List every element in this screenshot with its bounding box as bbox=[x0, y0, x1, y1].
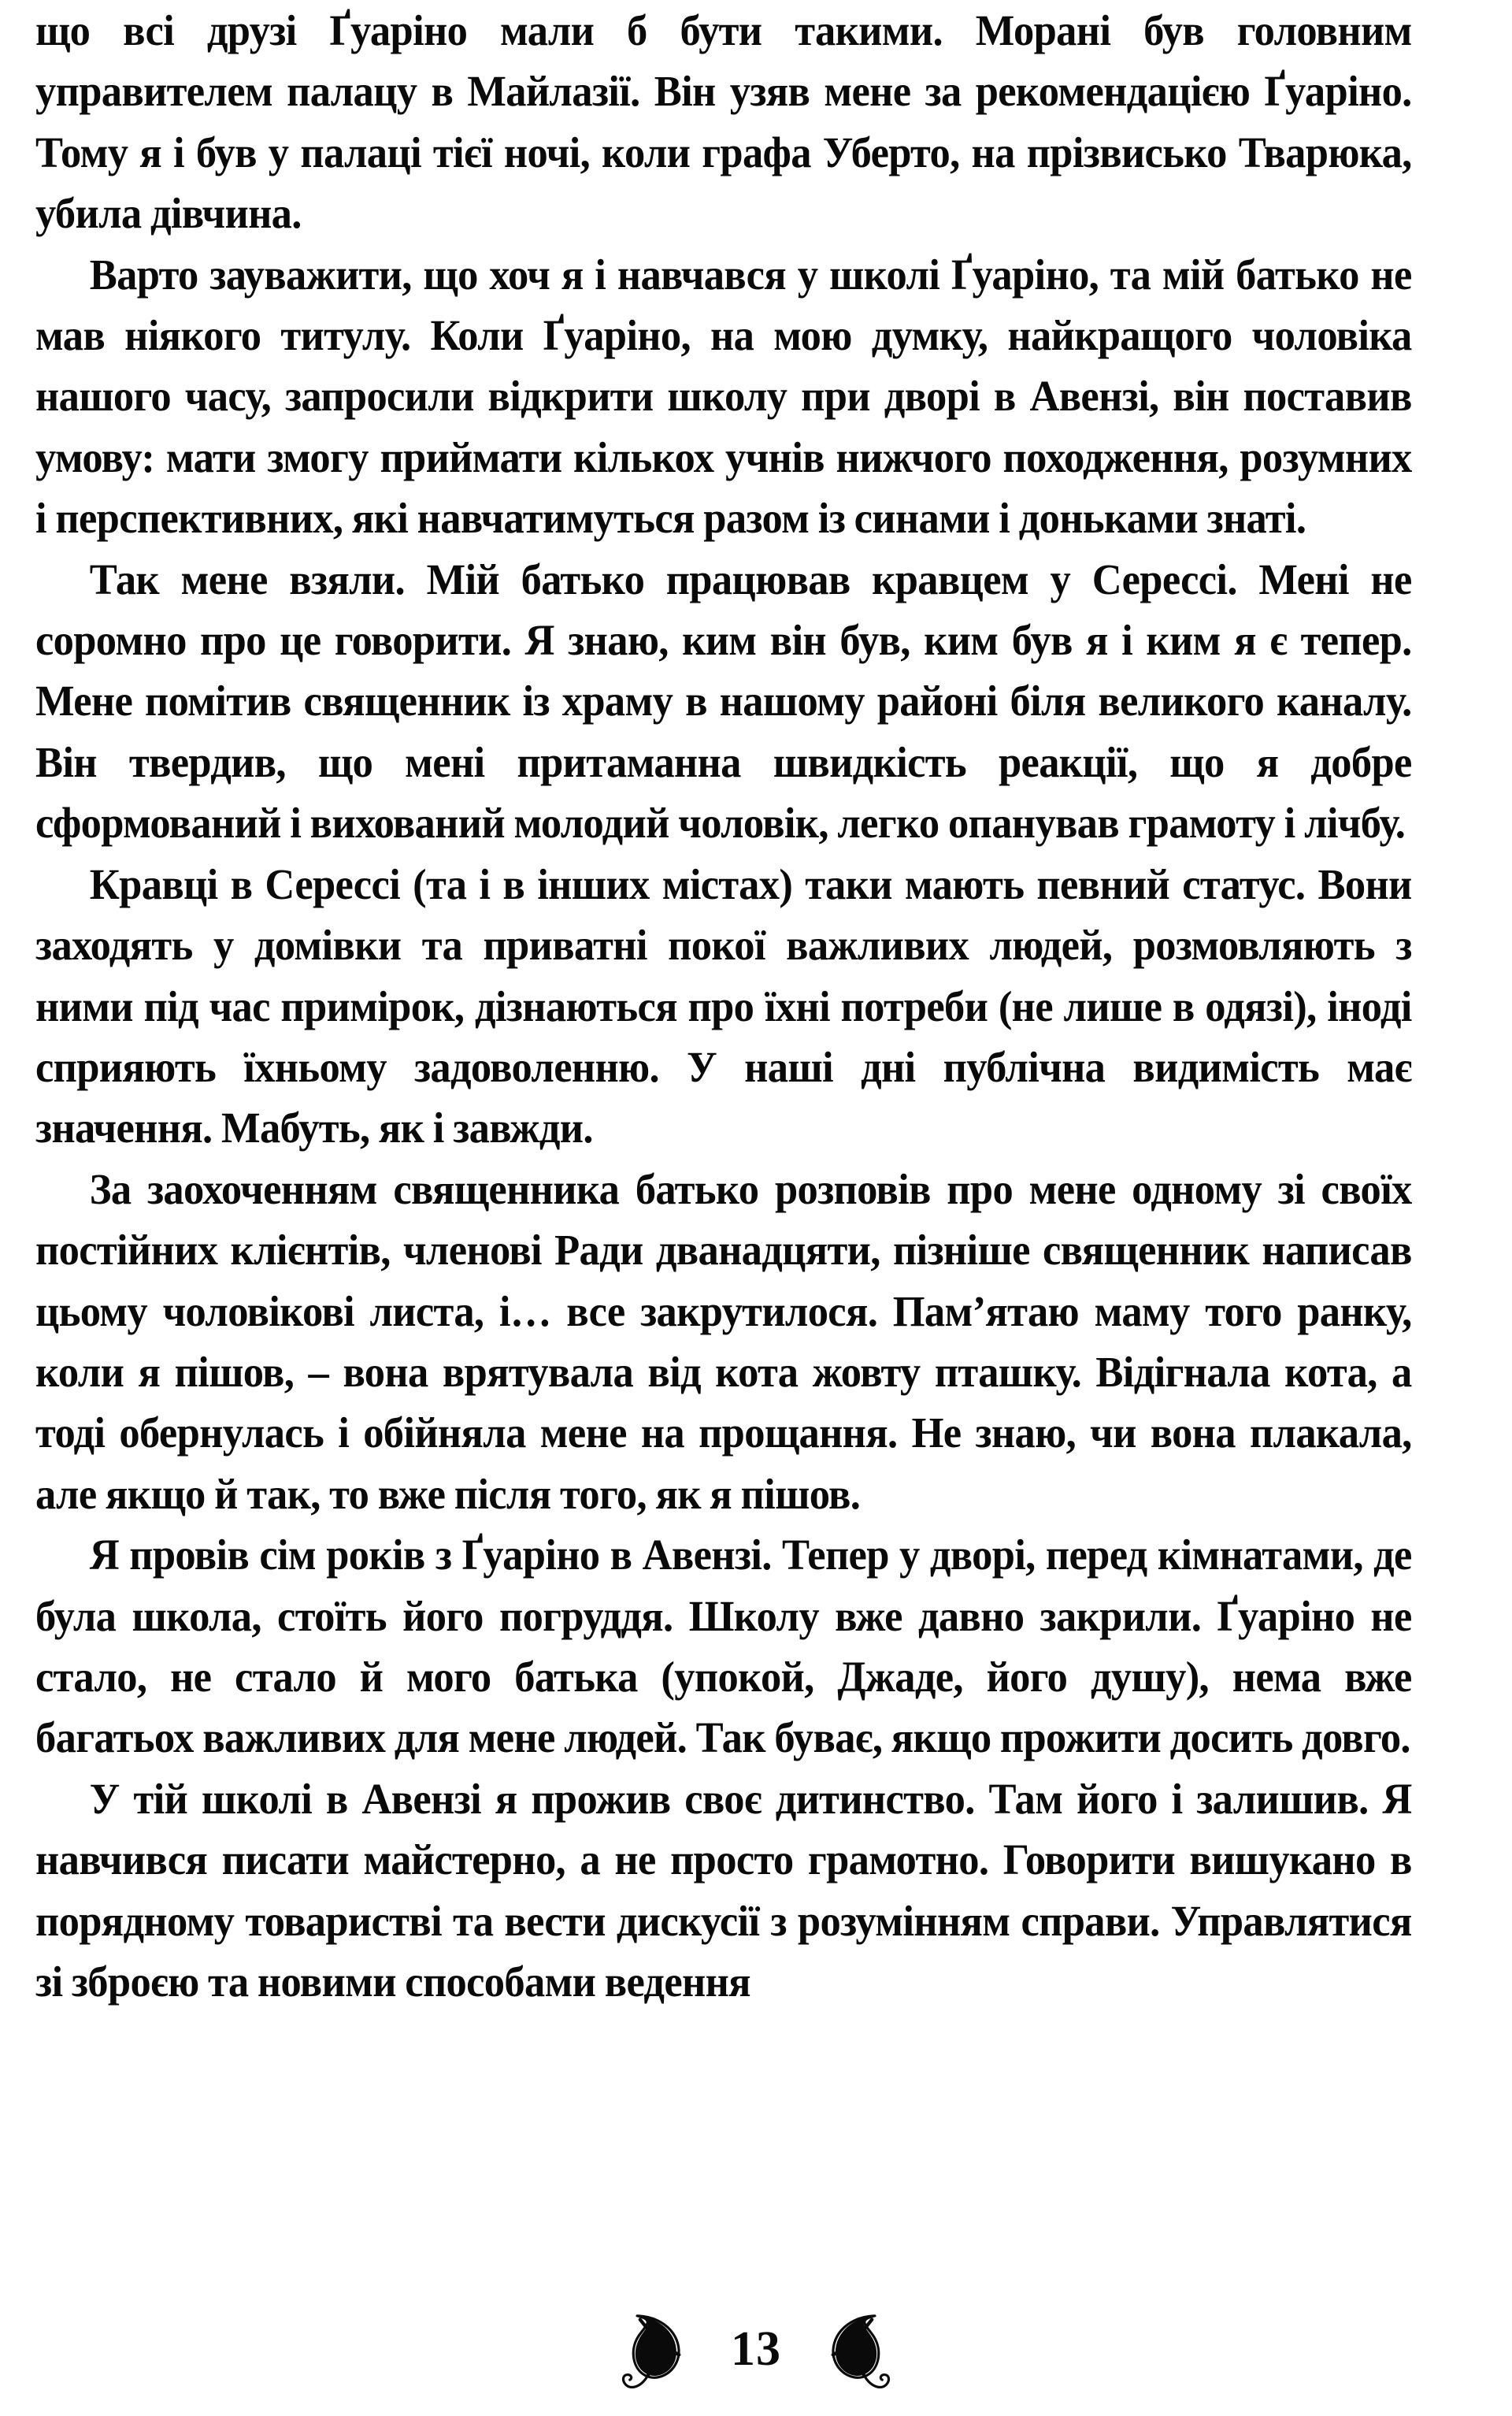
body-paragraph: У тій школі в Авензі я прожив своє дитинство. Там його і залишив. Я навчився писати майстерно, а не просто грамотно. Говорити вишукано в порядному товаристві та вести дискусії з розумінням справи. Управлятися зі зброєю та новими способами ведення bbox=[35, 1774, 1412, 2006]
body-paragraph: що всі друзі Ґуаріно мали б бути такими. Морані був головним управителем палацу в Майлазії. Він узяв мене за рекомендацією Ґуаріно. Тому я і був у палаці тієї ночі, коли графа Уберто, на прізвисько Тварюка, убила дівчина. bbox=[35, 6, 1412, 238]
leaf-flourish-ornament bbox=[616, 2303, 704, 2392]
leaf-flourish-ornament-mirrored bbox=[808, 2303, 896, 2392]
body-paragraph: Кравці в Сересcі (та і в інших містах) таки мають певний статус. Вони заходять у домівки та приватні покої важливих людей, розмовляють з ними під час примірок, дізнаються про їхні потреби (не лише в одязі), іноді сприяють їхньому задоволенню. У наші дні публічна видимість має значення. Мабуть, як і завжди. bbox=[35, 859, 1412, 1152]
page-footer bbox=[0, 2284, 1512, 2410]
body-paragraph: За заохоченням священника батько розповів про мене одному зі своїх постійних клієнтів, членові Ради дванадцяти, пізніше священник написав цьому чоловікові листа, і… все закрутилося. Пам’ятаю маму того ранку, коли я пішов, – вона врятувала від кота жовту пташку. Відігнала кота, а тоді обернулась і обійняла мене на прощання. Не знаю, чи вона плакала, але якщо й так, то вже після того, як я пішов. bbox=[35, 1164, 1412, 1518]
page-number: 13 bbox=[731, 2322, 781, 2376]
body-paragraph: Варто зауважити, що хоч я і навчався у школі Ґуаріно, та мій батько не мав ніякого титулу. Коли Ґуаріно, на мою думку, найкращого чоловіка нашого часу, запросили відкрити школу при дворі в Авензі, він поставив умову: мати змогу приймати кількох учнів нижчого походження, розумних і перспективних, які навчатимуться разом із синами і доньками знаті. bbox=[35, 250, 1412, 543]
body-text-block bbox=[35, 0, 1477, 2012]
body-paragraph: Я провів сім років з Ґуаріно в Авензі. Тепер у дворі, перед кімнатами, де була школа, стоїть його погруддя. Школу вже давно закрили. Ґуаріно не стало, не стало й мого батька (упокой, Джаде, його душу), нема вже багатьох важливих для мене людей. Так буває, якщо прожити досить довго. bbox=[35, 1531, 1412, 1762]
body-paragraph: Так мене взяли. Мій батько працював кравцем у Сересcі. Мені не соромно про це говорити. Я знаю, ким він був, ким був я і ким я є тепер. Мене помітив священник із храму в нашому районі біля великого каналу. Він твердив, що мені притаманна швидкість реакції, що я добре сформований і вихований молодий чоловік, легко опанував грамоту і лічбу. bbox=[35, 555, 1412, 848]
